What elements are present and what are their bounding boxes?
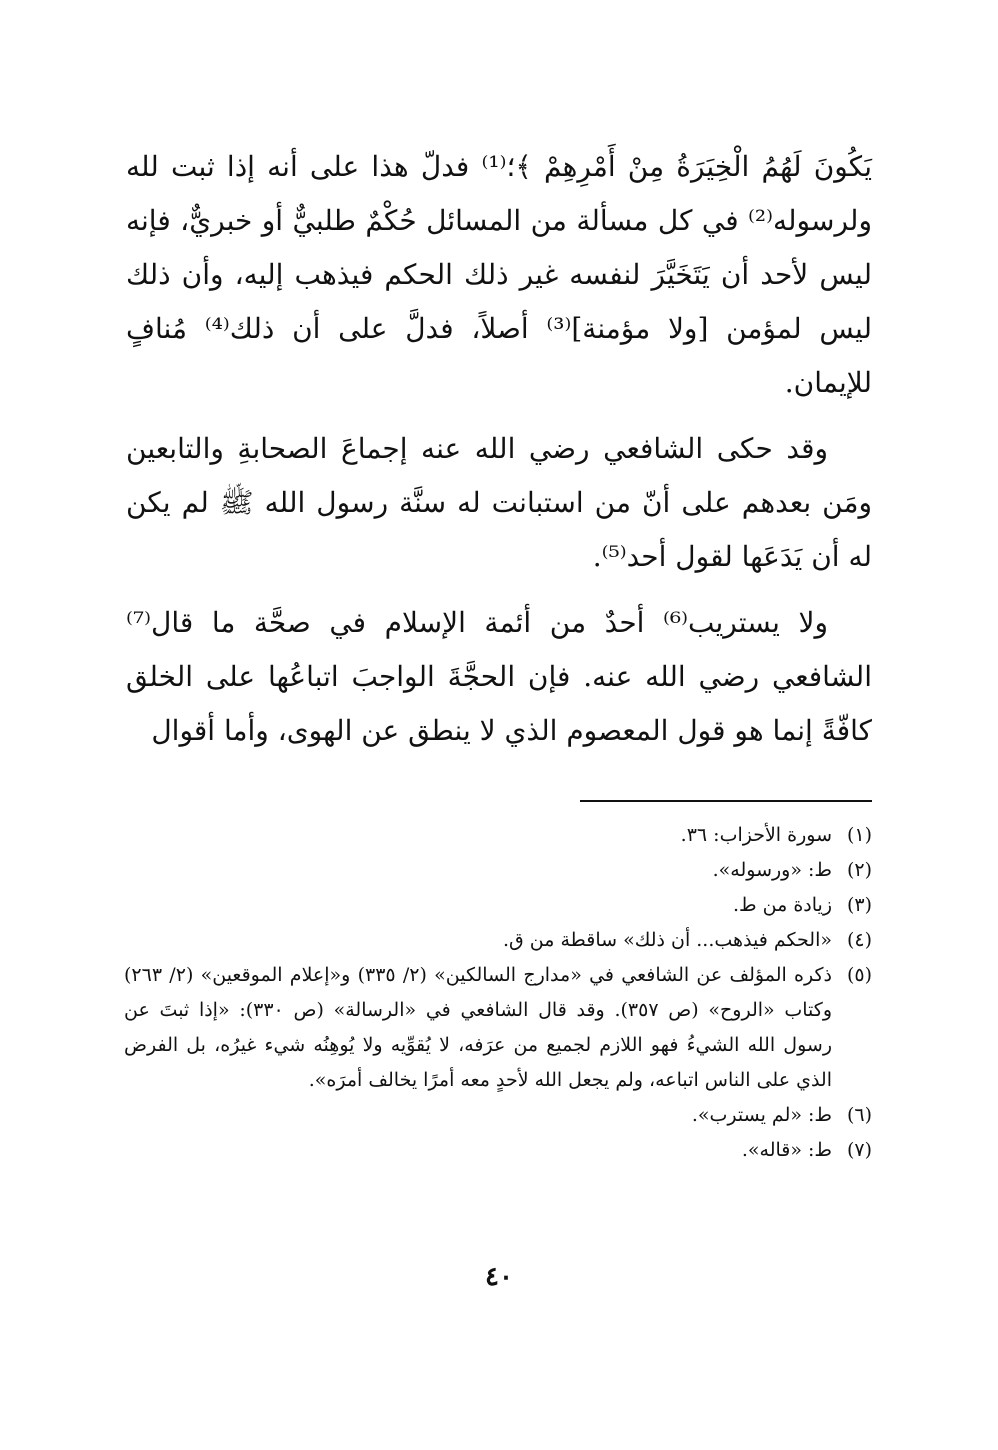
footnote-item bbox=[124, 1133, 872, 1168]
paragraph: يَكُونَ لَهُمُ الْخِيَرَةُ مِنْ أَمْرِهِمْ ﴾؛⁽¹⁾ فدلّ هذا على أنه إذا ثبت لله ولرسوله⁽²⁾ في كل مسألة من المسائل حُكْمٌ طلبيٌّ أو خبريٌّ، فإنه ليس لأحد أن يَتَخَيَّرَ لنفسه غير ذلك الحكم فيذهب إليه، وأن ذلك ليس لمؤمن [ولا مؤمنة]⁽³⁾ أصلاً، فدلَّ على أن ذلك⁽⁴⁾ مُنافٍ للإيمان. bbox=[126, 150, 873, 399]
main-text bbox=[126, 140, 872, 770]
footnote-number: (٢) bbox=[846, 859, 872, 881]
footnote-text: ط: «قاله». bbox=[741, 1139, 832, 1161]
footnote-item bbox=[124, 853, 872, 888]
footnote-text: ط: «ورسوله». bbox=[712, 859, 832, 881]
footnote-text: زيادة من ط. bbox=[733, 894, 832, 916]
footnote-number: (٥) bbox=[846, 964, 872, 986]
paragraph: ولا يستريب⁽⁶⁾ أحدٌ من أئمة الإسلام في صحَّة ما قال⁽⁷⁾ الشافعي رضي الله عنه. فإن الحجَّةَ الواجبَ اتباعُها على الخلق كافّةً إنما هو قول المعصوم الذي لا ينطق عن الهوى، وأما أقوال bbox=[126, 606, 872, 747]
footnote-separator bbox=[580, 800, 872, 802]
footnote-item bbox=[124, 818, 872, 853]
footnote-number: (٤) bbox=[846, 929, 872, 951]
page-number: ٤٠ bbox=[485, 1262, 513, 1292]
footnote-item bbox=[124, 958, 872, 1098]
footnote-number: (٦) bbox=[846, 1104, 872, 1126]
footnote-number: (٧) bbox=[846, 1139, 872, 1161]
footnotes bbox=[124, 818, 872, 1168]
footnote-text: ذكره المؤلف عن الشافعي في «مدارج السالكين» (٢/ ٣٣٥) و«إعلام الموقعين» (٢/ ٢٦٣) وكتاب «الروح» (ص ٣٥٧). وقد قال الشافعي في «الرسالة» (ص ٣٣٠): «إذا ثبتَ عن رسول الله الشيءُ فهو اللازم لجميع من عرَفه، لا يُقوِّيه ولا يُوهِنُه شيء غيرُه، بل الفرض الذي على الناس اتباعه، ولم يجعل الله لأحدٍ معه أمرًا يخالف أمرَه». bbox=[124, 964, 832, 1091]
paragraph: وقد حكى الشافعي رضي الله عنه إجماعَ الصحابةِ والتابعين ومَن بعدهم على أنّ من استبانت له سنَّة رسول الله ﷺ لم يكن له أن يَدَعَها لقول أحد⁽⁵⁾. bbox=[126, 432, 872, 573]
footnote-text: «الحكم فيذهب... أن ذلك» ساقطة من ق. bbox=[502, 929, 832, 951]
footnote-number: (٣) bbox=[846, 894, 872, 916]
footnote-text: سورة الأحزاب: ٣٦. bbox=[680, 824, 832, 846]
footnote-item bbox=[124, 923, 872, 958]
footnote-item bbox=[124, 1098, 872, 1133]
footnote-item bbox=[124, 888, 872, 923]
footnote-number: (١) bbox=[846, 824, 872, 846]
footnote-text: ط: «لم يسترب». bbox=[691, 1104, 832, 1126]
